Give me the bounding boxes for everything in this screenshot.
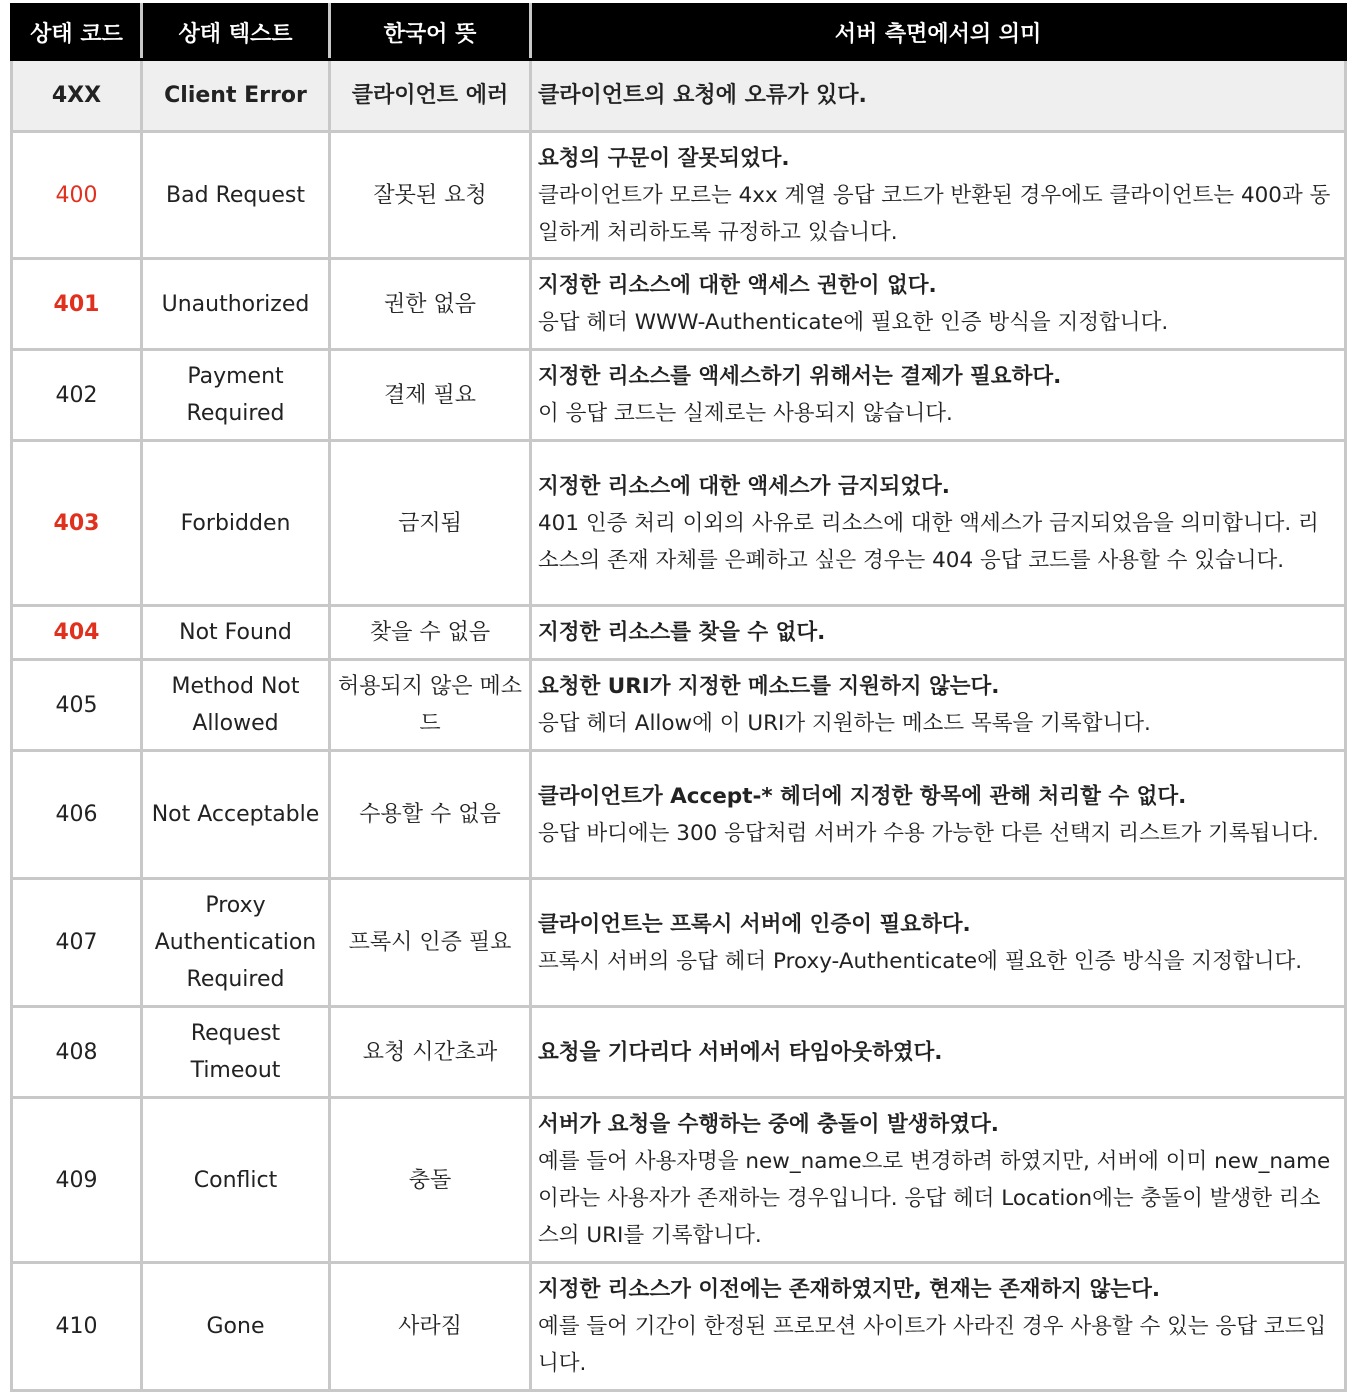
status-text: Request Timeout (142, 1007, 330, 1098)
meaning-summary: 클라이언트는 프록시 서버에 인증이 필요하다. (538, 911, 971, 937)
header-server-meaning: 서버 측면에서의 의미 (531, 5, 1346, 60)
meaning-detail: 예를 들어 사용자명을 new_name으로 변경하려 하였지만, 서버에 이미 new_name이라는 사용자가 존재하는 경우입니다. 응답 헤더 Location에는 충돌이 발생한 리소스의 URI를 기록합니다. (538, 1149, 1331, 1248)
meaning-summary: 지정한 리소스가 이전에는 존재하였지만, 현재는 존재하지 않는다. (538, 1277, 1161, 1302)
server-meaning (531, 132, 1346, 259)
table-row (12, 441, 1346, 606)
header-status-code: 상태 코드 (12, 5, 142, 60)
table-row (12, 259, 1346, 350)
meaning-detail: 응답 헤더 Allow에 이 URI가 지원하는 메소드 목록을 기록합니다. (538, 711, 1151, 736)
meaning-summary: 요청을 기다리다 서버에서 타임아웃하였다. (538, 1039, 943, 1065)
table-row (12, 606, 1346, 660)
status-code: 408 (12, 1007, 142, 1098)
server-meaning (531, 1007, 1346, 1098)
status-text: Not Acceptable (142, 751, 330, 879)
meaning-summary: 지정한 리소스에 대한 액세스가 금지되었다. (538, 473, 950, 499)
korean-meaning: 프록시 인증 필요 (330, 879, 531, 1007)
status-code-table (10, 3, 1347, 1392)
korean-meaning: 사라짐 (330, 1263, 531, 1391)
korean-meaning: 권한 없음 (330, 259, 531, 350)
meaning-summary: 클라이언트가 Accept-* 헤더에 지정한 항목에 관해 처리할 수 없다. (538, 783, 1187, 809)
meaning-summary: 요청한 URI가 지정한 메소드를 지원하지 않는다. (538, 674, 1000, 699)
status-text: Gone (142, 1263, 330, 1391)
server-meaning (531, 1263, 1346, 1391)
status-code: 410 (12, 1263, 142, 1391)
table-row (12, 879, 1346, 1007)
meaning-detail: 예를 들어 기간이 한정된 프로모션 사이트가 사라진 경우 사용할 수 있는 응답 코드입니다. (538, 1314, 1327, 1376)
status-text: Payment Required (142, 350, 330, 441)
server-meaning (531, 259, 1346, 350)
meaning-detail: 프록시 서버의 응답 헤더 Proxy-Authenticate에 필요한 인증 방식을 지정합니다. (538, 948, 1303, 974)
status-text: Bad Request (142, 132, 330, 259)
korean-meaning: 허용되지 않은 메소드 (330, 660, 531, 751)
status-text: Not Found (142, 606, 330, 660)
table-row (12, 1263, 1346, 1391)
meaning-detail: 응답 헤더 WWW-Authenticate에 필요한 인증 방식을 지정합니다. (538, 310, 1169, 335)
meaning-summary: 요청의 구문이 잘못되었다. (538, 145, 790, 171)
meaning-detail: 이 응답 코드는 실제로는 사용되지 않습니다. (538, 401, 953, 426)
status-text: Forbidden (142, 441, 330, 606)
server-meaning (531, 660, 1346, 751)
meaning-detail: 응답 바디에는 300 응답처럼 서버가 수용 가능한 다른 선택지 리스트가 기록됩니다. (538, 820, 1319, 846)
meaning-summary: 서버가 요청을 수행하는 중에 충돌이 발생하였다. (538, 1112, 999, 1137)
status-code: 405 (12, 660, 142, 751)
server-meaning (531, 751, 1346, 879)
group-korean: 클라이언트 에러 (330, 60, 531, 132)
status-code: 402 (12, 350, 142, 441)
meaning-summary: 지정한 리소스에 대한 액세스 권한이 없다. (538, 273, 937, 298)
meaning-summary: 지정한 리소스를 액세스하기 위해서는 결제가 필요하다. (538, 364, 1062, 389)
status-text: Unauthorized (142, 259, 330, 350)
status-code: 407 (12, 879, 142, 1007)
status-text: Conflict (142, 1098, 330, 1263)
meaning-detail: 401 인증 처리 이외의 사유로 리소스에 대한 액세스가 금지되었음을 의미합니다. 리소스의 존재 자체를 은폐하고 싶은 경우는 404 응답 코드를 사용할 수 있습니다. (538, 510, 1319, 573)
table-row (12, 350, 1346, 441)
server-meaning (531, 350, 1346, 441)
korean-meaning: 요청 시간초과 (330, 1007, 531, 1098)
status-code: 409 (12, 1098, 142, 1263)
status-code: 400 (12, 132, 142, 259)
server-meaning (531, 606, 1346, 660)
header-status-text: 상태 텍스트 (142, 5, 330, 60)
korean-meaning: 금지됨 (330, 441, 531, 606)
status-text: Method Not Allowed (142, 660, 330, 751)
meaning-summary: 지정한 리소스를 찾을 수 없다. (538, 620, 826, 645)
meaning-detail: 클라이언트가 모르는 4xx 계열 응답 코드가 반환된 경우에도 클라이언트는 400과 동일하게 처리하도록 규정하고 있습니다. (538, 182, 1331, 245)
table-row (12, 1098, 1346, 1263)
table-row (12, 660, 1346, 751)
korean-meaning: 결제 필요 (330, 350, 531, 441)
group-text: Client Error (142, 60, 330, 132)
status-code: 404 (12, 606, 142, 660)
status-code: 406 (12, 751, 142, 879)
group-row (12, 60, 1346, 132)
korean-meaning: 수용할 수 없음 (330, 751, 531, 879)
header-row (12, 5, 1346, 60)
status-text: Proxy Authentication Required (142, 879, 330, 1007)
group-meaning: 클라이언트의 요청에 오류가 있다. (531, 60, 1346, 132)
table-row (12, 751, 1346, 879)
group-code: 4XX (12, 60, 142, 132)
server-meaning (531, 441, 1346, 606)
server-meaning (531, 1098, 1346, 1263)
table-row (12, 132, 1346, 259)
korean-meaning: 충돌 (330, 1098, 531, 1263)
status-code: 403 (12, 441, 142, 606)
korean-meaning: 잘못된 요청 (330, 132, 531, 259)
korean-meaning: 찾을 수 없음 (330, 606, 531, 660)
status-code: 401 (12, 259, 142, 350)
server-meaning (531, 879, 1346, 1007)
table-row (12, 1007, 1346, 1098)
header-korean-meaning: 한국어 뜻 (330, 5, 531, 60)
